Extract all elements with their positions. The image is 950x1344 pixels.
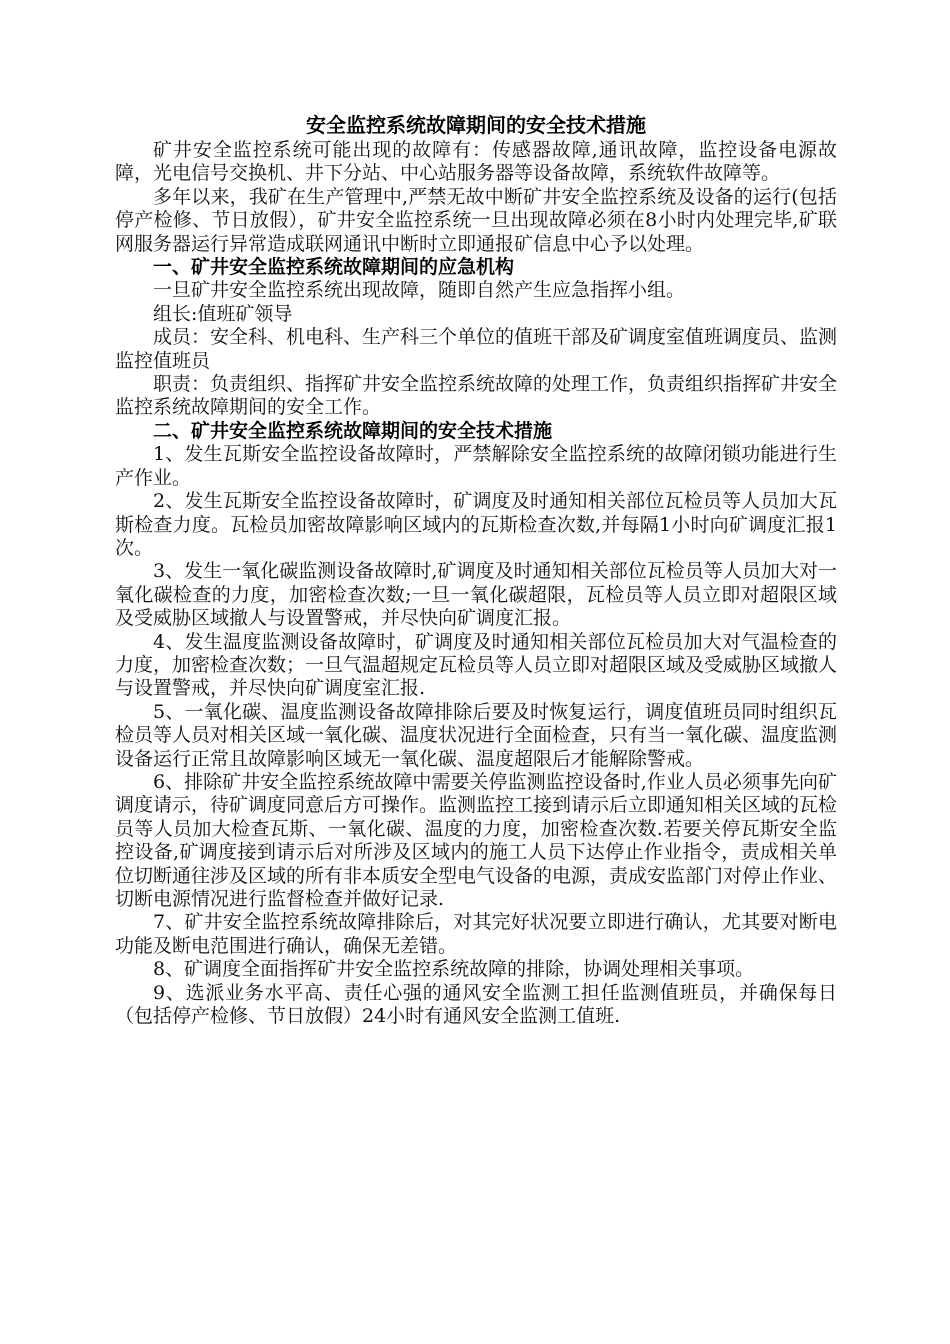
section1-responsibilities: 职责：负责组织、指挥矿井安全监控系统故障的处理工作，负责组织指挥矿井安全监控系统故障期间的安全工作。 bbox=[115, 373, 838, 419]
section1-team-leader: 组长:值班矿领导 bbox=[153, 302, 293, 325]
section-heading-safety-measures: 二、矿井安全监控系统故障期间的安全技术措施 bbox=[153, 419, 553, 442]
measure-item-5: 5、一氧化碳、温度监测设备故障排除后要及时恢复运行，调度值班员同时组织瓦检员等人员对相关区域一氧化碳、温度状况进行全面检查，只有当一氧化碳、温度监测设备运行正常且故障影响区域无一氧化碳、温度超限后才能解除警戒。 bbox=[115, 700, 838, 770]
intro-paragraph-1: 矿井安全监控系统可能出现的故障有：传感器故障,通讯故障，监控设备电源故障，光电信号交换机、井下分站、中心站服务器等设备故障，系统软件故障等。 bbox=[115, 139, 837, 185]
measure-item-7: 7、矿井安全监控系统故障排除后，对其完好状况要立即进行确认，尤其要对断电功能及断电范围进行确认，确保无差错。 bbox=[115, 911, 837, 957]
intro-paragraph-2: 多年以来，我矿在生产管理中,严禁无故中断矿井安全监控系统及设备的运行(包括停产检修、节日放假），矿井安全监控系统一旦出现故障必须在8小时内处理完毕,矿联网服务器运行异常造成联网通讯中断时立即通报矿信息中心予以处理。 bbox=[115, 185, 837, 255]
measure-item-9: 9、选派业务水平高、责任心强的通风安全监测工担任监测值班员，并确保每日（包括停产检修、节日放假）24小时有通风安全监测工值班. bbox=[115, 981, 837, 1028]
measure-item-4: 4、发生温度监测设备故障时，矿调度及时通知相关部位瓦检员加大对气温检查的力度，加密检查次数；一旦气温超规定瓦检员等人员立即对超限区域及受威胁区域撤人与设置警戒，并尽快向矿调度室汇报. bbox=[115, 630, 838, 700]
measure-item-2: 2、发生瓦斯安全监控设备故障时，矿调度及时通知相关部位瓦检员等人员加大瓦斯检查力度。瓦检员加密故障影响区域内的瓦斯检查次数,并每隔1小时向矿调度汇报1次。 bbox=[115, 490, 837, 559]
measure-item-3: 3、发生一氧化碳监测设备故障时,矿调度及时通知相关部位瓦检员等人员加大对一氧化碳检查的力度，加密检查次数;一旦一氧化碳超限，瓦检员等人员立即对超限区域及受威胁区域撤人与设置警戒，并尽快向矿调度汇报。 bbox=[115, 560, 837, 630]
section1-team-members: 成员：安全科、机电科、生产科三个单位的值班干部及矿调度室值班调度员、监测监控值班员 bbox=[115, 326, 838, 372]
measure-item-8: 8、矿调度全面指挥矿井安全监控系统故障的排除，协调处理相关事项。 bbox=[153, 958, 755, 981]
section1-paragraph-1: 一旦矿井安全监控系统出现故障，随即自然产生应急指挥小组。 bbox=[153, 279, 686, 302]
measure-item-1: 1、发生瓦斯安全监控设备故障时，严禁解除安全监控系统的故障闭锁功能进行生产作业。 bbox=[115, 443, 837, 489]
document-title: 安全监控系统故障期间的安全技术措施 bbox=[306, 113, 646, 137]
measure-item-6: 6、排除矿井安全监控系统故障中需要关停监测监控设备时,作业人员必须事先向矿调度请示，待矿调度同意后方可操作。监测监控工接到请示后立即通知相关区域的瓦检员等人员加大检查瓦斯、一氧化碳、温度的力度，加密检查次数.若要关停瓦斯安全监控设备,矿调度接到请示后对所涉及区域内的施工人员下达停止作业指令，责成相关单位切断通往涉及区域的所有非本质安全型电气设备的电源，责成安监部门对停止作业、切断电源情况进行监督检查并做好记录. bbox=[115, 770, 838, 910]
section-heading-emergency-organization: 一、矿井安全监控系统故障期间的应急机构 bbox=[153, 256, 515, 279]
document-page bbox=[115, 112, 837, 1028]
